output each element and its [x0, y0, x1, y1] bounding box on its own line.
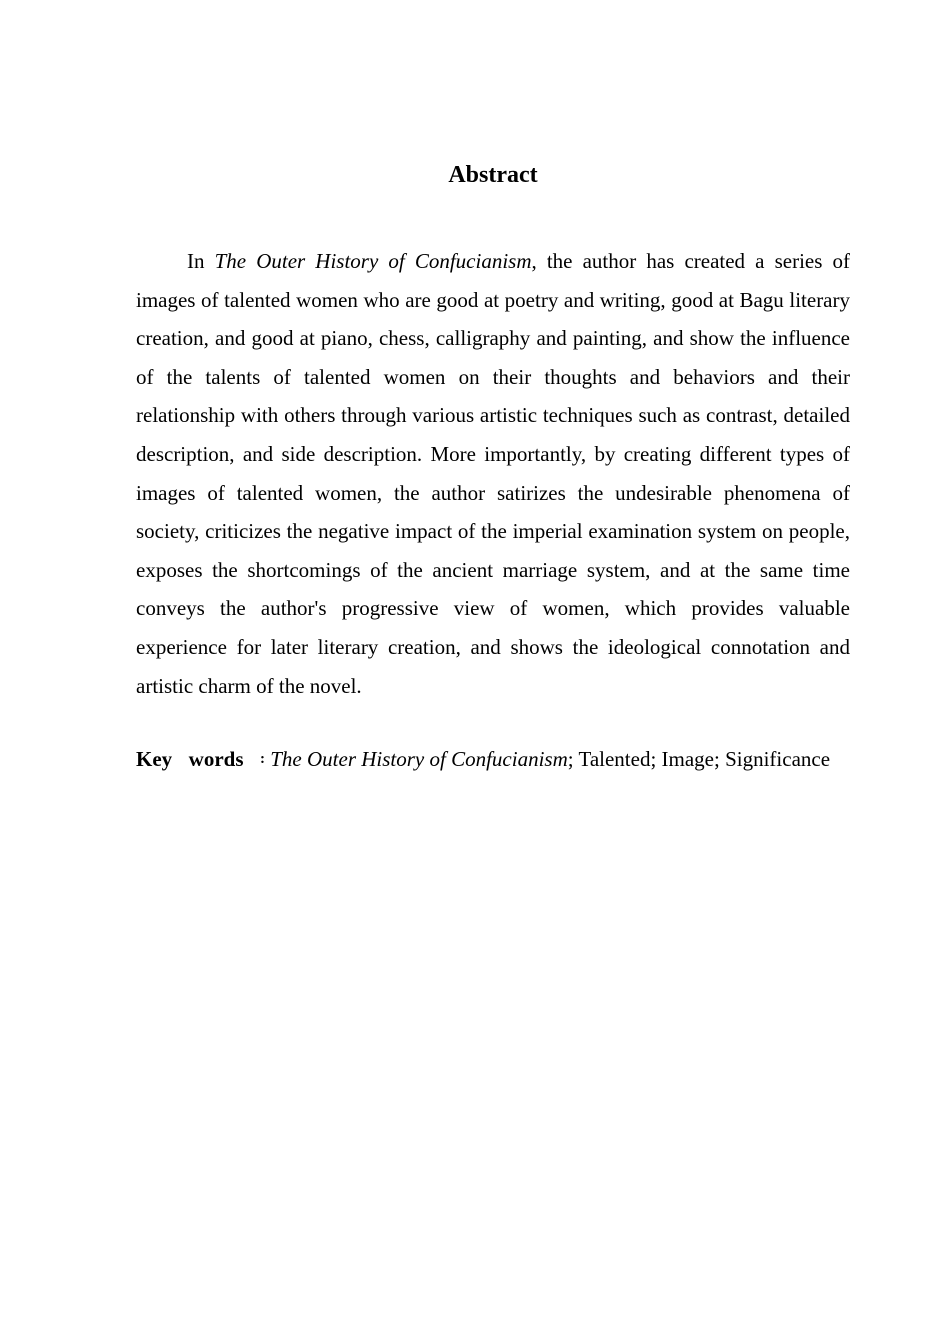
- keywords-list: [265, 743, 850, 775]
- keyword-book-title: The Outer History of Confucianism: [270, 747, 568, 771]
- keywords-section: [136, 743, 850, 775]
- keywords-label: [136, 743, 265, 775]
- abstract-intro: In: [187, 249, 215, 273]
- keywords-colon: :: [260, 751, 265, 767]
- abstract-title: Abstract: [448, 162, 538, 188]
- keywords-rest: ; Talented; Image; Significance: [567, 747, 831, 771]
- keywords-label-words: words: [188, 747, 244, 771]
- keywords-label-key: Key: [136, 747, 173, 771]
- abstract-paragraph: [136, 242, 850, 705]
- abstract-book-title: The Outer History of Confucianism: [214, 249, 532, 273]
- abstract-text: , the author has created a series of images of talented women who are good at poetry and writing, good at Bagu literary creation, and good at piano, chess, calligraphy and painting, and show the influence of the talents of talented women on their thoughts and behaviors and their relationship with others through various artistic techniques such as contrast, detailed description, and side description. More importantly, by creating different types of images of talented women, the author satirizes the undesirable phenomena of society, criticizes the negative impact of the imperial examination system on people, exposes the shortcomings of the ancient marriage system, and at the same time conveys the author's progressive view of women, which provides valuable experience for later literary creation, and shows the ideological connotation and artistic charm of the novel.: [136, 249, 850, 698]
